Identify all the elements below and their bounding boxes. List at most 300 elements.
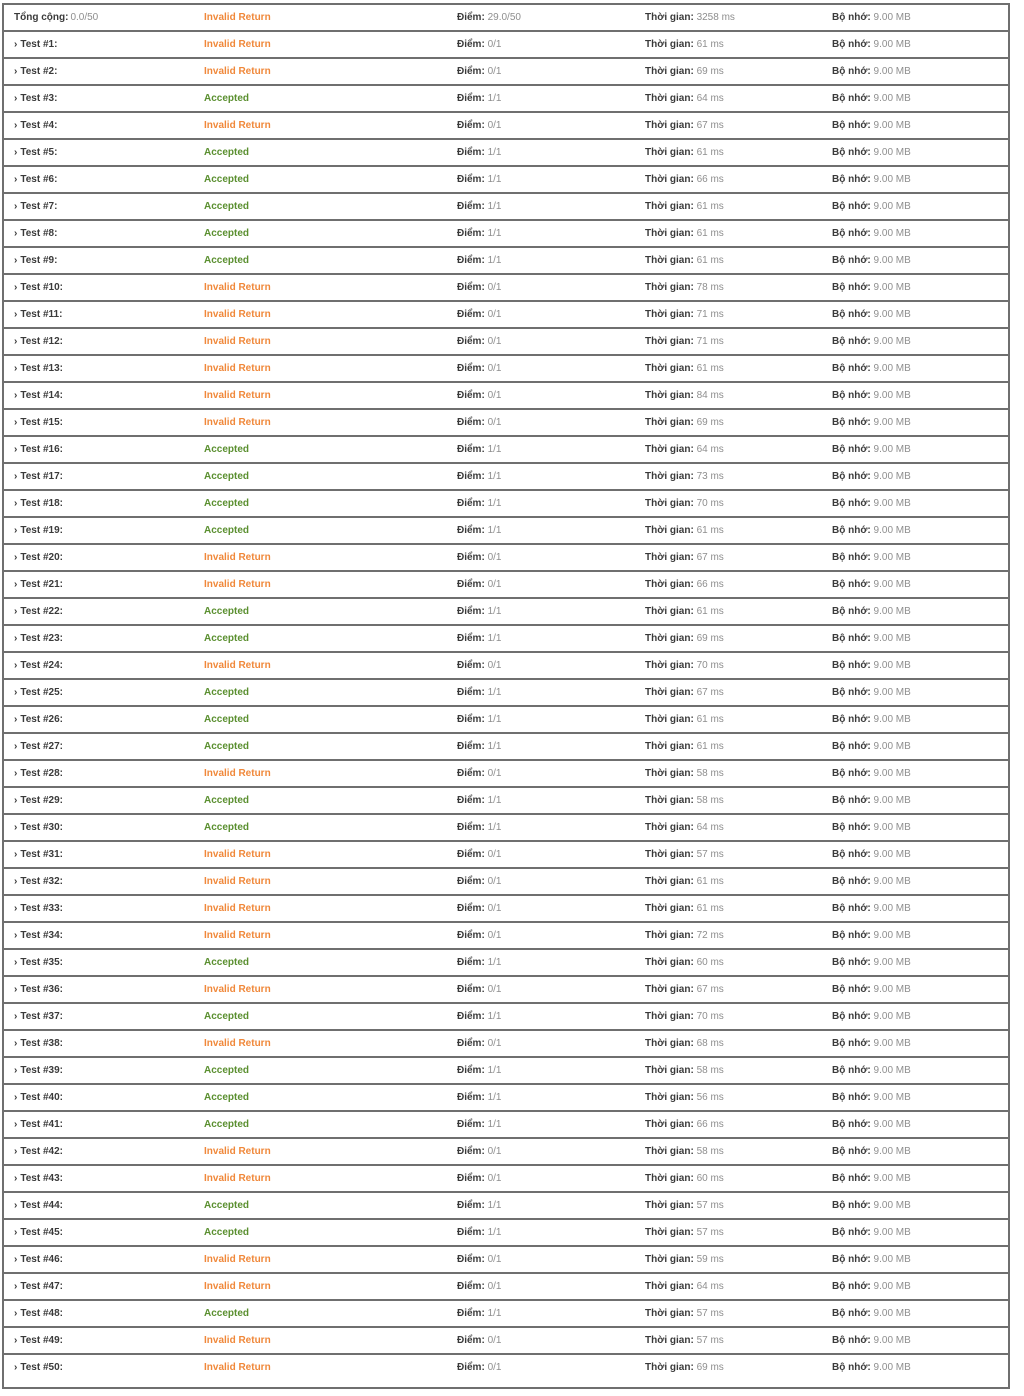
test-case-row[interactable] <box>4 572 1008 599</box>
test-case-row[interactable] <box>4 1355 1008 1382</box>
test-memory <box>832 687 911 699</box>
test-memory-value: 9.00 MB <box>873 444 911 455</box>
score-label: Điểm: <box>457 471 485 482</box>
test-memory-value: 9.00 MB <box>873 1227 911 1238</box>
test-case-row[interactable] <box>4 680 1008 707</box>
test-case-row[interactable] <box>4 896 1008 923</box>
chevron-right-icon[interactable]: › <box>14 39 18 50</box>
test-time-value: 58 ms <box>696 1146 724 1157</box>
test-memory <box>832 1308 911 1320</box>
test-label: Test <box>20 1362 41 1373</box>
chevron-right-icon[interactable]: › <box>14 471 18 482</box>
test-case-name[interactable] <box>14 660 63 672</box>
test-time-value: 64 ms <box>696 93 724 104</box>
time-label: Thời gian: <box>645 1308 694 1319</box>
test-case-row[interactable] <box>4 788 1008 815</box>
test-time-value: 61 ms <box>696 714 724 725</box>
score-label: Điểm: <box>457 1173 485 1184</box>
score-label: Điểm: <box>457 1335 485 1346</box>
chevron-right-icon[interactable]: › <box>14 66 18 77</box>
test-label: Test <box>20 1173 41 1184</box>
test-status: Accepted <box>204 822 250 833</box>
memory-label: Bộ nhớ: <box>832 1227 871 1238</box>
time-label: Thời gian: <box>645 768 694 779</box>
test-case-name[interactable] <box>14 147 57 159</box>
test-time-value: 84 ms <box>696 390 724 401</box>
score-label: Điểm: <box>457 336 485 347</box>
chevron-right-icon[interactable]: › <box>14 1281 18 1292</box>
test-status: Accepted <box>204 1308 250 1319</box>
chevron-right-icon[interactable]: › <box>14 255 18 266</box>
test-score <box>457 741 501 753</box>
test-time-value: 61 ms <box>696 363 724 374</box>
test-memory-value: 9.00 MB <box>873 498 911 509</box>
test-case-row[interactable] <box>4 1247 1008 1274</box>
test-number: #9: <box>42 255 58 266</box>
chevron-right-icon[interactable]: › <box>14 714 18 725</box>
test-status: Invalid Return <box>204 1173 271 1184</box>
time-label: Thời gian: <box>645 282 694 293</box>
score-label: Điểm: <box>457 660 485 671</box>
test-memory <box>832 930 911 942</box>
test-case-row[interactable] <box>4 734 1008 761</box>
test-case-name[interactable] <box>14 1038 63 1050</box>
test-label: Test <box>20 687 41 698</box>
test-score <box>457 1038 501 1050</box>
test-case-name[interactable] <box>14 1281 63 1293</box>
test-case-row[interactable] <box>4 302 1008 329</box>
chevron-right-icon[interactable]: › <box>14 822 18 833</box>
chevron-right-icon[interactable]: › <box>14 768 18 779</box>
summary-memory <box>832 12 911 24</box>
score-label: Điểm: <box>457 309 485 320</box>
test-case-name[interactable] <box>14 957 63 969</box>
chevron-right-icon[interactable]: › <box>14 1065 18 1076</box>
test-case-name[interactable] <box>14 498 63 510</box>
test-time-value: 57 ms <box>696 1335 724 1346</box>
chevron-right-icon[interactable]: › <box>14 1119 18 1130</box>
chevron-right-icon[interactable]: › <box>14 417 18 428</box>
memory-label: Bộ nhớ: <box>832 957 871 968</box>
chevron-right-icon[interactable]: › <box>14 1254 18 1265</box>
chevron-right-icon[interactable]: › <box>14 1146 18 1157</box>
memory-label: Bộ nhớ: <box>832 1200 871 1211</box>
score-label: Điểm: <box>457 1065 485 1076</box>
test-time <box>645 876 724 888</box>
test-score-value: 1/1 <box>487 1011 502 1022</box>
test-case-name[interactable] <box>14 282 63 294</box>
test-case-row[interactable] <box>4 32 1008 59</box>
test-memory <box>832 1362 911 1374</box>
test-case-row[interactable] <box>4 113 1008 140</box>
test-case-row[interactable] <box>4 167 1008 194</box>
test-case-row[interactable] <box>4 707 1008 734</box>
test-case-name[interactable] <box>14 444 63 456</box>
test-case-name[interactable] <box>14 1011 63 1023</box>
test-case-row[interactable] <box>4 545 1008 572</box>
test-score <box>457 39 501 51</box>
test-memory-value: 9.00 MB <box>873 390 911 401</box>
test-time <box>645 1011 724 1023</box>
test-case-name[interactable] <box>14 1146 63 1158</box>
test-number: #47: <box>42 1281 63 1292</box>
test-case-name[interactable] <box>14 984 63 996</box>
test-score-value: 0/1 <box>487 1362 502 1373</box>
time-label: Thời gian: <box>645 930 694 941</box>
chevron-right-icon[interactable]: › <box>14 1092 18 1103</box>
test-case-row[interactable] <box>4 518 1008 545</box>
test-time-value: 61 ms <box>696 255 724 266</box>
test-label: Test <box>20 282 41 293</box>
test-case-name[interactable] <box>14 228 57 240</box>
chevron-right-icon[interactable]: › <box>14 1335 18 1346</box>
test-memory-value: 9.00 MB <box>873 552 911 563</box>
score-label: Điểm: <box>457 822 485 833</box>
test-number: #25: <box>42 687 63 698</box>
test-status: Invalid Return <box>204 903 271 914</box>
chevron-right-icon[interactable]: › <box>14 606 18 617</box>
test-time <box>645 147 724 159</box>
score-label: Điểm: <box>457 255 485 266</box>
test-memory-value: 9.00 MB <box>873 849 911 860</box>
test-case-row[interactable] <box>4 1166 1008 1193</box>
test-case-name[interactable] <box>14 1092 63 1104</box>
test-memory <box>832 471 911 483</box>
test-score-value: 1/1 <box>487 174 502 185</box>
test-case-name[interactable] <box>14 795 63 807</box>
test-case-name[interactable] <box>14 1335 63 1347</box>
time-label: Thời gian: <box>645 201 694 212</box>
test-case-row[interactable] <box>4 59 1008 86</box>
test-case-name[interactable] <box>14 525 63 537</box>
test-time <box>645 93 724 105</box>
time-label: Thời gian: <box>645 984 694 995</box>
time-label: Thời gian: <box>645 1038 694 1049</box>
test-case-name[interactable] <box>14 1173 63 1185</box>
test-score <box>457 1173 501 1185</box>
time-label: Thời gian: <box>645 714 694 725</box>
chevron-right-icon[interactable]: › <box>14 93 18 104</box>
test-time <box>645 768 724 780</box>
test-score-value: 1/1 <box>487 201 502 212</box>
test-case-row[interactable] <box>4 923 1008 950</box>
time-label: Thời gian: <box>645 957 694 968</box>
chevron-right-icon[interactable]: › <box>14 444 18 455</box>
score-label: Điểm: <box>457 579 485 590</box>
test-status: Invalid Return <box>204 282 271 293</box>
test-case-row[interactable] <box>4 626 1008 653</box>
test-case-row[interactable] <box>4 842 1008 869</box>
score-label: Điểm: <box>457 390 485 401</box>
test-score-value: 1/1 <box>487 1227 502 1238</box>
chevron-right-icon[interactable]: › <box>14 849 18 860</box>
chevron-right-icon[interactable]: › <box>14 309 18 320</box>
summary-time-value: 3258 ms <box>696 12 735 23</box>
test-case-row[interactable] <box>4 1139 1008 1166</box>
test-case-name[interactable] <box>14 903 63 915</box>
chevron-right-icon[interactable]: › <box>14 1173 18 1184</box>
test-case-row[interactable] <box>4 1112 1008 1139</box>
memory-label: Bộ nhớ: <box>832 714 871 725</box>
chevron-right-icon[interactable]: › <box>14 930 18 941</box>
test-case-name[interactable] <box>14 606 63 618</box>
test-case-name[interactable] <box>14 336 63 348</box>
summary-memory-value: 9.00 MB <box>873 12 911 23</box>
test-number: #26: <box>42 714 63 725</box>
chevron-right-icon[interactable]: › <box>14 363 18 374</box>
test-case-row[interactable] <box>4 140 1008 167</box>
test-case-name[interactable] <box>14 876 63 888</box>
test-status: Invalid Return <box>204 768 271 779</box>
score-label: Điểm: <box>457 957 485 968</box>
test-label: Test <box>20 1281 41 1292</box>
test-case-row[interactable] <box>4 653 1008 680</box>
test-case-row[interactable] <box>4 1058 1008 1085</box>
chevron-right-icon[interactable]: › <box>14 1362 18 1373</box>
test-case-row[interactable] <box>4 761 1008 788</box>
test-case-name[interactable] <box>14 201 57 213</box>
test-time <box>645 390 724 402</box>
test-score-value: 0/1 <box>487 849 502 860</box>
test-time-value: 64 ms <box>696 444 724 455</box>
test-case-row[interactable] <box>4 815 1008 842</box>
test-status: Invalid Return <box>204 930 271 941</box>
test-case-row[interactable] <box>4 1274 1008 1301</box>
test-case-name[interactable] <box>14 930 63 942</box>
score-label: Điểm: <box>457 201 485 212</box>
summary-score <box>457 12 521 24</box>
test-memory <box>832 579 911 591</box>
test-time <box>645 39 724 51</box>
test-status: Invalid Return <box>204 1146 271 1157</box>
test-score <box>457 417 501 429</box>
test-label: Test <box>20 1065 41 1076</box>
test-score <box>457 147 501 159</box>
test-case-name[interactable] <box>14 390 63 402</box>
test-case-name[interactable] <box>14 1119 63 1131</box>
test-memory-value: 9.00 MB <box>873 309 911 320</box>
test-case-row[interactable] <box>4 1193 1008 1220</box>
test-memory <box>832 1281 911 1293</box>
test-number: #44: <box>42 1200 63 1211</box>
test-case-row[interactable] <box>4 1004 1008 1031</box>
test-case-row[interactable] <box>4 437 1008 464</box>
test-label: Test <box>20 147 41 158</box>
test-memory-value: 9.00 MB <box>873 930 911 941</box>
chevron-right-icon[interactable]: › <box>14 687 18 698</box>
test-case-name[interactable] <box>14 633 63 645</box>
time-label: Thời gian: <box>645 741 694 752</box>
test-case-name[interactable] <box>14 552 63 564</box>
test-case-row[interactable] <box>4 464 1008 491</box>
test-score-value: 0/1 <box>487 1281 502 1292</box>
test-time <box>645 1092 724 1104</box>
test-label: Test <box>20 39 41 50</box>
test-score-value: 0/1 <box>487 390 502 401</box>
test-time <box>645 930 724 942</box>
chevron-right-icon[interactable]: › <box>14 336 18 347</box>
test-number: #49: <box>42 1335 63 1346</box>
chevron-right-icon[interactable]: › <box>14 984 18 995</box>
test-score-value: 1/1 <box>487 714 502 725</box>
test-case-name[interactable] <box>14 363 63 375</box>
score-label: Điểm: <box>457 1200 485 1211</box>
test-label: Test <box>20 120 41 131</box>
test-memory <box>832 1119 911 1131</box>
test-memory-value: 9.00 MB <box>873 228 911 239</box>
test-memory <box>832 1227 911 1239</box>
total-points: 0.0/50 <box>70 12 99 23</box>
test-time-value: 73 ms <box>696 471 724 482</box>
test-case-name[interactable] <box>14 687 63 699</box>
test-case-name[interactable] <box>14 1308 63 1320</box>
test-time-value: 57 ms <box>696 1227 724 1238</box>
score-label: Điểm: <box>457 768 485 779</box>
memory-label: Bộ nhớ: <box>832 552 871 563</box>
test-case-name[interactable] <box>14 1227 63 1239</box>
test-case-name[interactable] <box>14 39 57 51</box>
chevron-right-icon[interactable]: › <box>14 1227 18 1238</box>
test-number: #23: <box>42 633 63 644</box>
time-label: Thời gian: <box>645 1173 694 1184</box>
test-case-name[interactable] <box>14 93 57 105</box>
test-case-name[interactable] <box>14 255 57 267</box>
test-time <box>645 741 724 753</box>
test-case-name[interactable] <box>14 768 63 780</box>
test-number: #35: <box>42 957 63 968</box>
test-case-row[interactable] <box>4 194 1008 221</box>
test-case-row[interactable] <box>4 248 1008 275</box>
test-time <box>645 1065 724 1077</box>
test-case-row[interactable] <box>4 977 1008 1004</box>
score-label: Điểm: <box>457 1146 485 1157</box>
test-score <box>457 228 501 240</box>
score-label: Điểm: <box>457 282 485 293</box>
test-case-row[interactable] <box>4 1220 1008 1247</box>
chevron-right-icon[interactable]: › <box>14 498 18 509</box>
test-label: Test <box>20 228 41 239</box>
test-case-row[interactable] <box>4 950 1008 977</box>
test-case-name[interactable] <box>14 66 57 78</box>
test-case-name[interactable] <box>14 174 57 186</box>
test-score <box>457 309 501 321</box>
test-time-value: 69 ms <box>696 1362 724 1373</box>
test-case-row[interactable] <box>4 1328 1008 1355</box>
chevron-right-icon[interactable]: › <box>14 660 18 671</box>
test-number: #24: <box>42 660 63 671</box>
test-memory <box>832 390 911 402</box>
chevron-right-icon[interactable]: › <box>14 957 18 968</box>
chevron-right-icon[interactable]: › <box>14 876 18 887</box>
test-case-name[interactable] <box>14 1065 63 1077</box>
test-score <box>457 1119 501 1131</box>
test-number: #2: <box>42 66 58 77</box>
test-time-value: 70 ms <box>696 660 724 671</box>
test-label: Test <box>20 1119 41 1130</box>
test-case-name[interactable] <box>14 1362 63 1374</box>
test-case-row[interactable] <box>4 329 1008 356</box>
test-case-row[interactable] <box>4 1301 1008 1328</box>
test-case-row[interactable] <box>4 869 1008 896</box>
chevron-right-icon[interactable]: › <box>14 795 18 806</box>
test-case-row[interactable] <box>4 221 1008 248</box>
test-case-name[interactable] <box>14 849 63 861</box>
chevron-right-icon[interactable]: › <box>14 633 18 644</box>
test-label: Test <box>20 984 41 995</box>
test-time-value: 70 ms <box>696 1011 724 1022</box>
chevron-right-icon[interactable]: › <box>14 1038 18 1049</box>
chevron-right-icon[interactable]: › <box>14 525 18 536</box>
test-case-row[interactable] <box>4 1031 1008 1058</box>
test-case-row[interactable] <box>4 86 1008 113</box>
test-memory <box>832 147 911 159</box>
chevron-right-icon[interactable]: › <box>14 282 18 293</box>
chevron-right-icon[interactable]: › <box>14 228 18 239</box>
test-case-row[interactable] <box>4 599 1008 626</box>
chevron-right-icon[interactable]: › <box>14 1308 18 1319</box>
test-case-name[interactable] <box>14 471 63 483</box>
test-case-name[interactable] <box>14 309 62 321</box>
test-score <box>457 1227 501 1239</box>
chevron-right-icon[interactable]: › <box>14 390 18 401</box>
test-case-name[interactable] <box>14 741 63 753</box>
test-case-name[interactable] <box>14 822 63 834</box>
chevron-right-icon[interactable]: › <box>14 1200 18 1211</box>
test-case-name[interactable] <box>14 1254 63 1266</box>
score-label: Điểm: <box>457 66 485 77</box>
test-case-row[interactable] <box>4 275 1008 302</box>
test-time <box>645 1038 724 1050</box>
chevron-right-icon[interactable]: › <box>14 579 18 590</box>
chevron-right-icon[interactable]: › <box>14 1011 18 1022</box>
test-case-row[interactable] <box>4 410 1008 437</box>
test-status: Invalid Return <box>204 417 271 428</box>
test-time-value: 72 ms <box>696 930 724 941</box>
test-status: Accepted <box>204 147 250 158</box>
score-label: Điểm: <box>457 714 485 725</box>
test-score <box>457 957 501 969</box>
chevron-right-icon[interactable]: › <box>14 552 18 563</box>
test-case-name[interactable] <box>14 120 57 132</box>
score-label: Điểm: <box>457 1227 485 1238</box>
test-case-row[interactable] <box>4 356 1008 383</box>
test-case-name[interactable] <box>14 579 63 591</box>
chevron-right-icon[interactable]: › <box>14 174 18 185</box>
chevron-right-icon[interactable]: › <box>14 201 18 212</box>
test-memory <box>832 444 911 456</box>
time-label: Thời gian: <box>645 606 694 617</box>
test-case-name[interactable] <box>14 1200 63 1212</box>
test-score-value: 0/1 <box>487 984 502 995</box>
summary-score-value: 29.0/50 <box>487 12 521 23</box>
chevron-right-icon[interactable]: › <box>14 741 18 752</box>
test-case-row[interactable] <box>4 383 1008 410</box>
test-memory <box>832 1200 911 1212</box>
test-case-row[interactable] <box>4 491 1008 518</box>
chevron-right-icon[interactable]: › <box>14 120 18 131</box>
test-score-value: 1/1 <box>487 471 502 482</box>
memory-label: Bộ nhớ: <box>832 1254 871 1265</box>
test-case-row[interactable] <box>4 1085 1008 1112</box>
chevron-right-icon[interactable]: › <box>14 903 18 914</box>
test-case-name[interactable] <box>14 714 63 726</box>
test-label: Test <box>20 1038 41 1049</box>
test-number: #18: <box>42 498 63 509</box>
test-memory <box>832 714 911 726</box>
test-memory <box>832 1011 911 1023</box>
test-case-name[interactable] <box>14 417 63 429</box>
chevron-right-icon[interactable]: › <box>14 147 18 158</box>
